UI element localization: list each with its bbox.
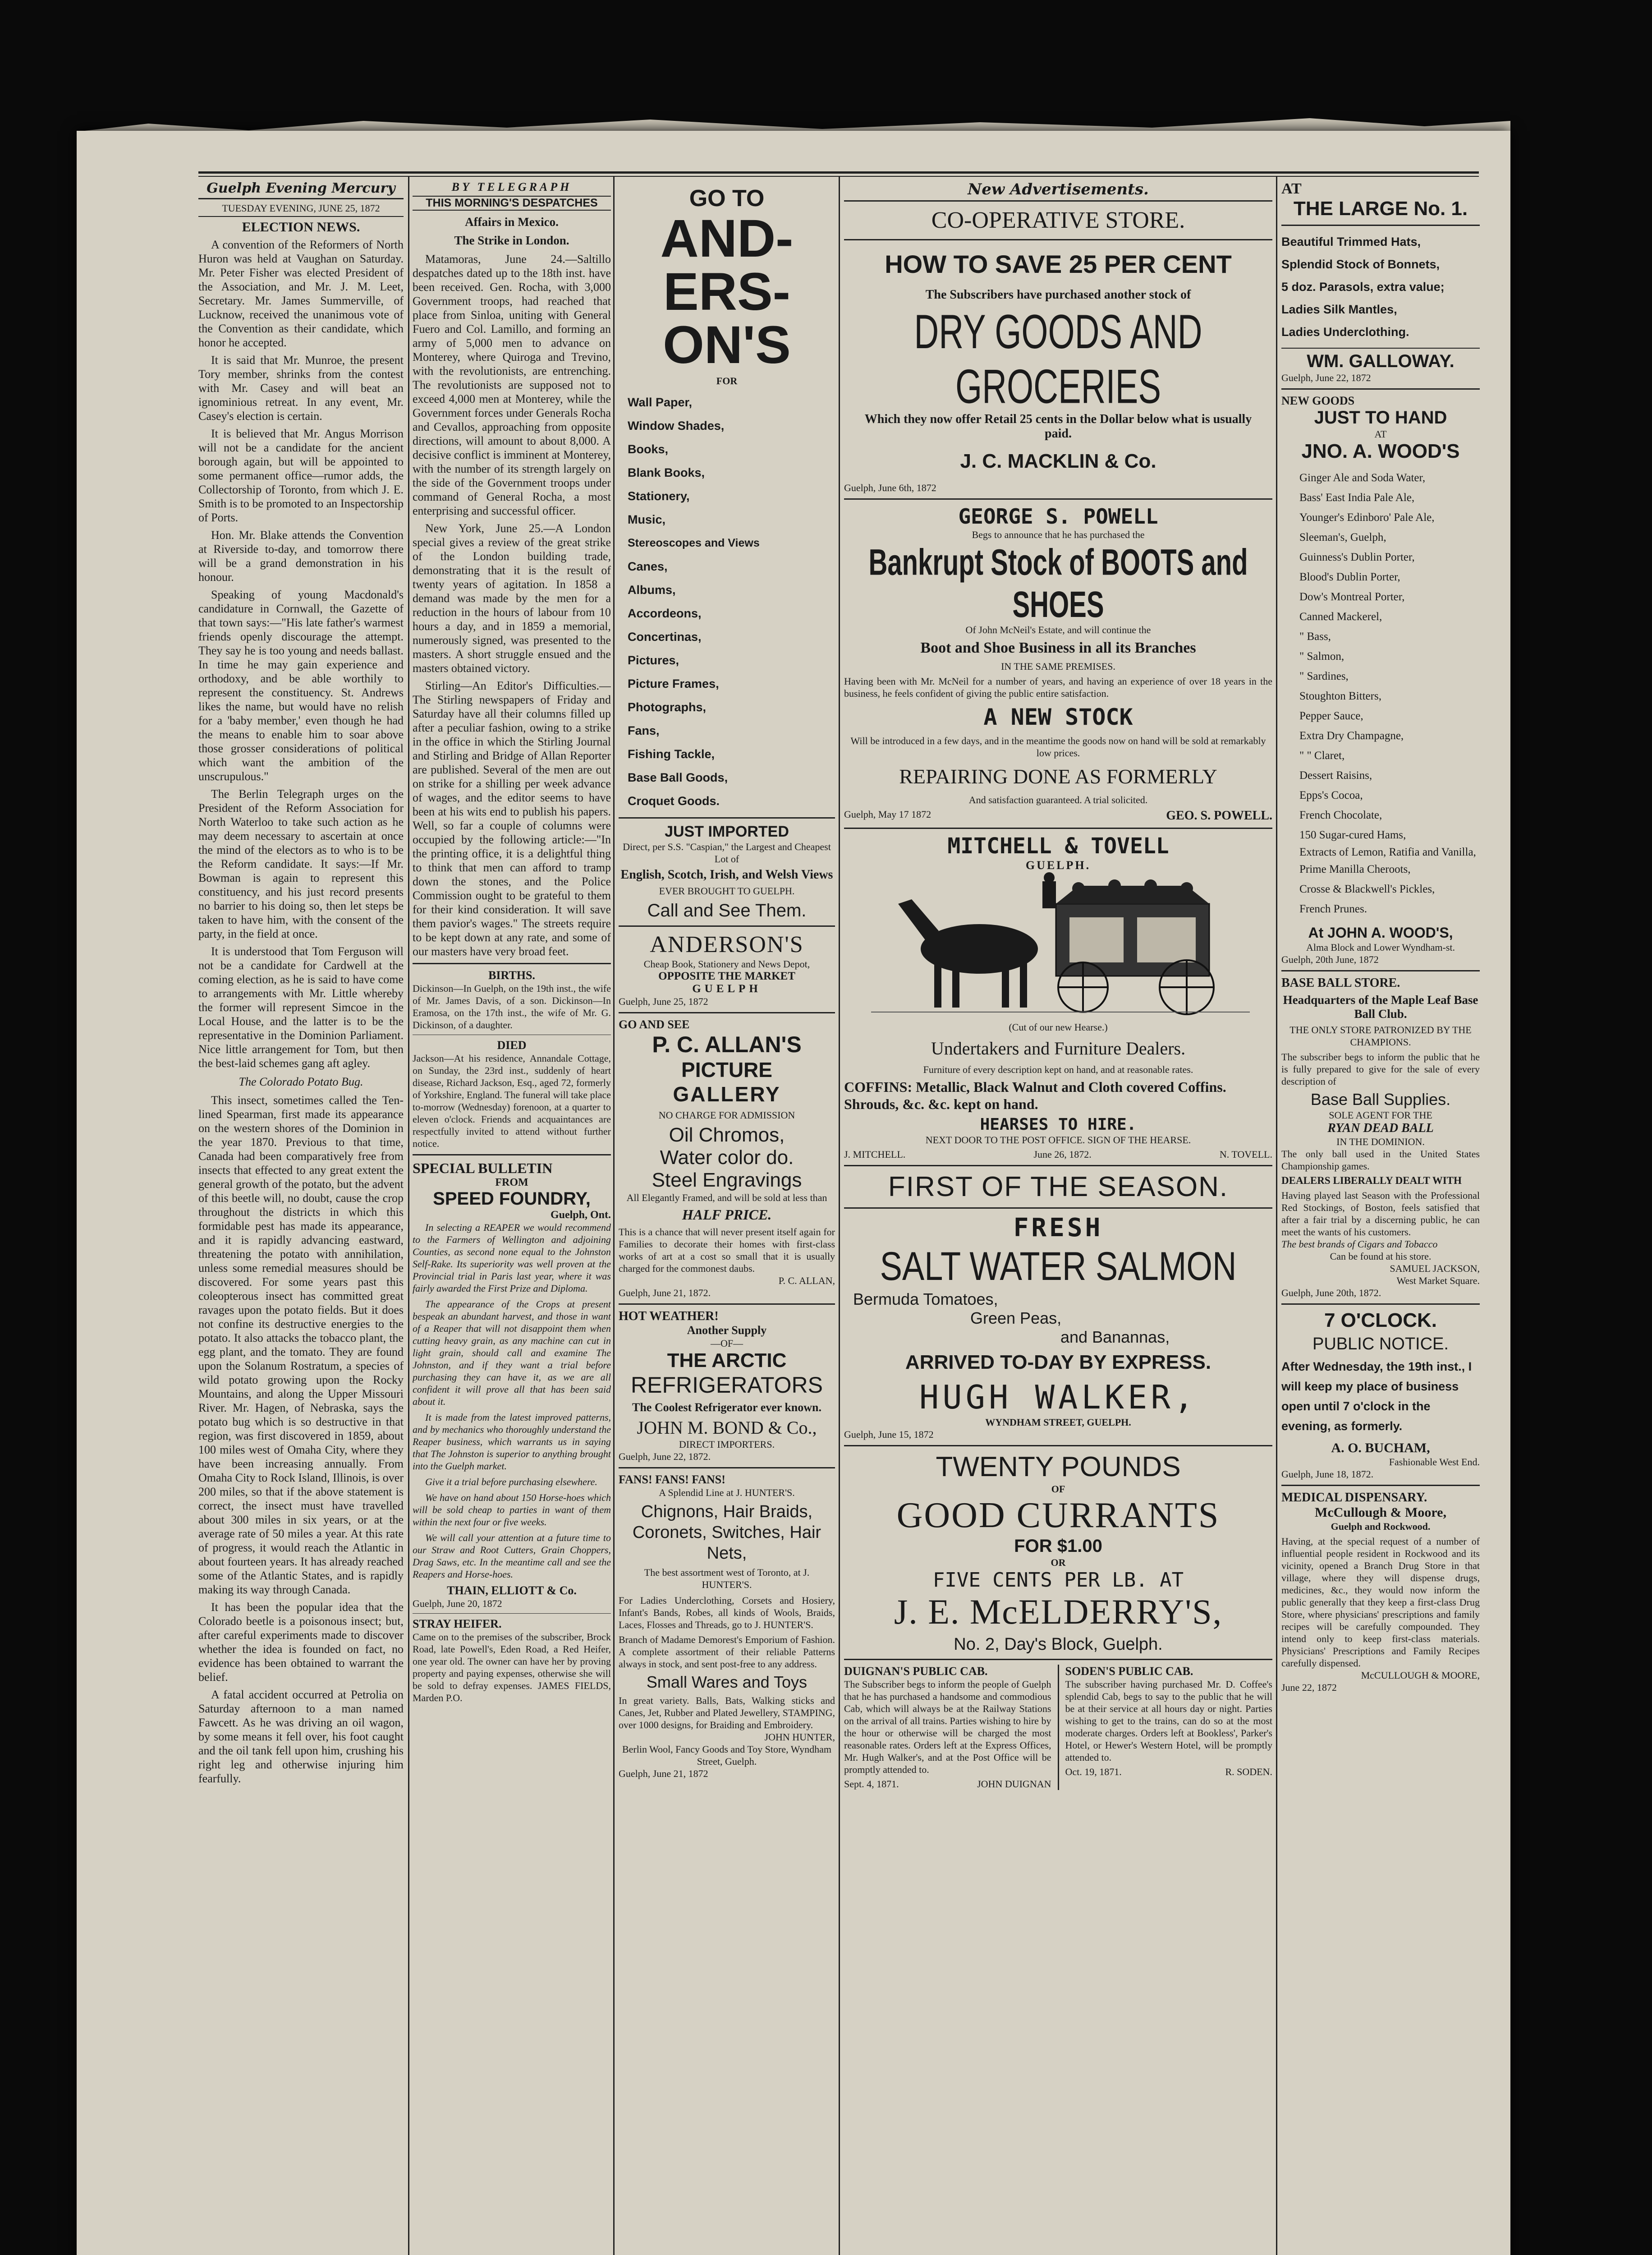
- headline: The Strike in London.: [454, 234, 569, 247]
- hearse-driver: [1042, 872, 1056, 908]
- soden-ad: [1065, 1665, 1273, 1790]
- goods-item: Ginger Ale and Soda Water,: [1299, 472, 1426, 484]
- column-anderson: [619, 180, 835, 2255]
- notice-text: After Wednesday, the 19th inst., I will keep my place of business open until 7 o'clock in the evening, as formerly.: [1281, 1360, 1472, 1433]
- base-ball-supplies: Base Ball Supplies.: [1310, 1090, 1451, 1109]
- medical-dispensary: MEDICAL DISPENSARY.: [1281, 1491, 1427, 1505]
- goods-item: Epps's Cocoa,: [1299, 789, 1363, 801]
- goods-item: French Chocolate,: [1299, 809, 1382, 821]
- direct-importers: DIRECT IMPORTERS.: [679, 1439, 775, 1450]
- paragraph: Matamoras, June 24.—Saltillo despatches dated up to the 18th inst. have been received. Gen. Rocha, with 3,000 Government troops, had reached that place from Sinloa, uniting with General Fuero and Col. Lamillo, and forming an army of 5,000 men to advance on Monterey, where Quiroga and Trevino, with the revolutionists, are entrenching. The revolutionists are supposed not to exceed 4,000 men at Monterey, while the Government forces under Generals Rocha and Cevallos, approaching from opposite directions, will amount to about 8,000. A decisive conflict is imminent at Monterey, with the number of its strength largely on the side of the Government troops under command of General Rocha, a most enterprising and successful officer.: [413, 253, 611, 517]
- top-rule: [198, 171, 1479, 174]
- hunter-date: Guelph, June 21, 1872: [619, 1768, 708, 1779]
- only-ball: The only ball used in the United States Championship games.: [1281, 1148, 1480, 1172]
- macklin-date: Guelph, June 6th, 1872: [844, 482, 936, 493]
- powell-signature: GEO. S. POWELL.: [1166, 809, 1272, 823]
- column-divider: [839, 176, 840, 2255]
- paragraph: It has been the popular idea that the Colorado beetle is a poisonous insect; but, after careful experiments made to discover whether the idea is founded on fact, no evidence has been obtained to warrant the belief.: [198, 1601, 404, 1684]
- goods-item: " " Claret,: [1299, 750, 1345, 762]
- at-label-2: AT: [1374, 428, 1387, 440]
- firm-name: THAIN, ELLIOTT & Co.: [447, 1584, 577, 1597]
- births-text: Dickinson—In Guelph, on the 19th inst., the wife of Mr. James Davis, of a son. Dickinson—In Eramosa, on the 17th inst., the wife of Mr. G. Dickinson, of a daughter.: [413, 983, 611, 1031]
- ladies-text: For Ladies Underclothing, Corsets and Hosiery, Infant's Bands, Robes, all kinds of Wools, Braids, Laces, Flosses and Threads, go to J. HUNTER'S.: [619, 1595, 835, 1630]
- subheading: The Colorado Potato Bug.: [239, 1075, 363, 1088]
- andersons-name: ANDERSON'S: [650, 932, 804, 957]
- powell-name: GEORGE S. POWELL: [958, 504, 1158, 529]
- chignons-text: Chignons, Hair Braids, Coronets, Switches, Hair Nets,: [632, 1502, 821, 1563]
- wood-goods-list: [1281, 468, 1480, 919]
- list-item: Accordeons,: [628, 607, 702, 620]
- hat-item: Ladies Underclothing.: [1281, 325, 1409, 339]
- duignan-date: Sept. 4, 1871.: [844, 1778, 899, 1790]
- satisfaction-text: And satisfaction guaranteed. A trial solicited.: [968, 794, 1148, 805]
- goods-item: Prime Manilla Cheroots,: [1299, 863, 1411, 875]
- walker-name: HUGH WALKER,: [919, 1378, 1198, 1416]
- opposite-market: OPPOSITE THE MARKET: [658, 970, 795, 982]
- arctic-label: THE ARCTIC: [667, 1349, 787, 1371]
- fans-text: A Splendid Line at J. HUNTER'S.: [659, 1487, 795, 1498]
- allans-name: P. C. ALLAN'S: [652, 1032, 802, 1057]
- died-text: Jackson—At his residence, Annandale Cottage, on Sunday, the 23rd inst., suddenly of heart disease, Richard Jackson, Esq., aged 72, formerly of Yorkshire, England. The funeral will take place to-morrow (Wednesday) forenoon, at a quarter to eleven o'clock. Friends and acquaintances are respectfully invited to attend without further notice.: [413, 1053, 611, 1149]
- macklin-name: J. C. MACKLIN & Co.: [960, 450, 1156, 472]
- goods-item: Bass' East India Pale Ale,: [1299, 492, 1415, 504]
- sole-agent: SOLE AGENT FOR THE: [1329, 1109, 1432, 1121]
- bond-date: Guelph, June 22, 1872.: [619, 1451, 711, 1462]
- stray-heading: STRAY HEIFER.: [413, 1617, 502, 1630]
- anderson-line: ON'S: [663, 315, 791, 375]
- howto-heading: HOW TO SAVE 25 PER CENT: [885, 250, 1232, 278]
- column-ads: [844, 180, 1272, 2255]
- article-body: [198, 238, 404, 1786]
- days-block: No. 2, Day's Block, Guelph.: [954, 1635, 1163, 1654]
- picture-label: PICTURE: [681, 1058, 772, 1081]
- column-right-ads: [1281, 180, 1480, 2255]
- cab-ads: [844, 1665, 1272, 1790]
- duignan-ad: [844, 1665, 1051, 1790]
- subscribers-text: The Subscribers have purchased another stock of: [925, 288, 1191, 302]
- anderson-line: ERS-: [663, 262, 790, 322]
- branch-text: Branch of Madame Demorest's Emporium of Fashion. A complete assortment of their reliable Patterns always in stock, and sent post-free to any address.: [619, 1634, 835, 1670]
- soden-text: The subscriber having purchased Mr. D. Coffee's splendid Cab, begs to say to the public that he will be at their service at all hours day or night. Parties wishing to get to the trains, can do so at the most moderate charges. Orders left at Bookless', Parker's Hotel, or Hewer's Western Hotel, will be promptly attended to.: [1065, 1679, 1272, 1763]
- just-to-hand: JUST TO HAND: [1314, 408, 1447, 428]
- powell-text: Begs to announce that he has purchased the: [972, 529, 1145, 540]
- arrived: ARRIVED TO-DAY BY EXPRESS.: [905, 1351, 1211, 1373]
- goods-item: Guinness's Dublin Porter,: [1299, 551, 1415, 563]
- births-heading: BIRTHS.: [488, 969, 535, 982]
- hat-item: 5 doz. Parasols, extra value;: [1281, 280, 1445, 294]
- list-item: Music,: [628, 513, 666, 526]
- goods-item: Extra Dry Champagne,: [1299, 730, 1404, 742]
- column-divider: [408, 176, 409, 2255]
- jackson-date: Guelph, June 20th, 1872.: [1281, 1287, 1381, 1298]
- duignan-signature-row: [844, 1778, 1051, 1790]
- paragraph: Speaking of young Macdonald's candidature in Cornwall, the Gazette of that town says:—"His late father's warmest friends openly discourage the attempt. They say he is too young and needs ballast. In time he may gain experience and orthodoxy, and be able worthily to represent the constituency. St. Andrews likes the name, but would have no relish for a 'baby member,' even though he had the means to enable him to soar above those grosser considerations of political which want the ambition of the unscrupulous.": [198, 588, 404, 783]
- prepared-text: The subscriber begs to inform the public that he is fully prepared to give for the sale of every description of: [1281, 1051, 1480, 1087]
- depot-text: Cheap Book, Stationery and News Depot,: [643, 958, 810, 970]
- mccullough-signature: McCULLOUGH & MOORE,: [1361, 1670, 1480, 1681]
- bond-name: JOHN M. BOND & Co.,: [637, 1417, 817, 1438]
- for-price: FOR $1.00: [1014, 1536, 1102, 1556]
- for-label: FOR: [716, 375, 738, 387]
- small-wares: Small Wares and Toys: [646, 1673, 808, 1691]
- hat-item: Beautiful Trimmed Hats,: [1281, 235, 1421, 249]
- headquarters: Headquarters of the Maple Leaf Base Ball Club.: [1283, 993, 1478, 1021]
- list-item: Blank Books,: [628, 466, 705, 479]
- list-item: Fishing Tackle,: [628, 747, 715, 761]
- paragraph: We have on hand about 150 Horse-hoes which will be sold cheap to parties in want of them within the next four or five weeks.: [413, 1492, 611, 1528]
- list-item: Croquet Goods.: [628, 794, 720, 808]
- column-divider: [613, 176, 615, 2255]
- having-played: Having played last Season with the Professional Red Stockings, of Boston, feels satisfied that after a fair trial by a discerning public, he can meet the wants of his customers.: [1281, 1190, 1480, 1238]
- soden-signature: R. SODEN.: [1225, 1766, 1272, 1777]
- undertakers: Undertakers and Furniture Dealers.: [931, 1038, 1186, 1058]
- duignan-signature: JOHN DUIGNAN: [977, 1778, 1051, 1790]
- bucham-date: Guelph, June 18, 1872.: [1281, 1468, 1374, 1480]
- fashionable: Fashionable West End.: [1389, 1456, 1480, 1468]
- water-color: Water color do.: [660, 1146, 794, 1169]
- died-heading: DIED: [497, 1039, 527, 1052]
- goto-label: GO TO: [689, 185, 765, 212]
- goods-item: Blood's Dublin Porter,: [1299, 571, 1400, 583]
- goods-item: Stoughton Bitters,: [1299, 690, 1381, 702]
- masthead-title: Guelph Evening Mercury: [198, 180, 404, 199]
- allan-signature: P. C. ALLAN,: [778, 1275, 835, 1286]
- tovell-signature: N. TOVELL.: [1219, 1149, 1272, 1160]
- list-item: Canes,: [628, 560, 668, 573]
- paragraph: It is said that Mr. Munroe, the present Tory member, shrinks from the contest with Mr. Casey and will beat an ignominious retreat. In any event, Mr. Casey's election is certain.: [198, 354, 404, 423]
- paragraph: New York, June 25.—A London special gives a review of the great strike of the London building trade, demonstrating that it is the result of twenty years of agitation. In 1858 a demand was made by the men for a reduction in the hours of labour from 10 hours a day, and in 1859 a memorial, numerously signed, was presented to the masters. A short struggle ensued and the masters obtained victory.: [413, 522, 611, 675]
- salt-water-salmon: SALT WATER SALMON: [880, 1243, 1237, 1289]
- bermuda: Bermuda Tomatoes,: [853, 1290, 998, 1308]
- just-imported: JUST IMPORTED: [665, 823, 789, 840]
- paragraph: Hon. Mr. Blake attends the Convention at Riverside to-day, and tomorrow there will be a grand demonstration in his honour.: [198, 529, 404, 584]
- twenty-pounds: TWENTY POUNDS: [936, 1451, 1181, 1482]
- soden-heading: SODEN'S PUBLIC CAB.: [1065, 1665, 1193, 1678]
- half-price: HALF PRICE.: [682, 1206, 772, 1223]
- seven-oclock: 7 O'CLOCK.: [1324, 1309, 1437, 1331]
- green-peas: Green Peas,: [970, 1309, 1062, 1327]
- wood-name: JNO. A. WOOD'S: [1301, 440, 1460, 462]
- fans-heading: FANS! FANS! FANS!: [619, 1473, 725, 1486]
- hunter-signature: JOHN HUNTER,: [764, 1731, 835, 1743]
- mitchell-signature: J. MITCHELL.: [844, 1149, 906, 1160]
- article-body: [413, 252, 611, 958]
- bucham-name: A. O. BUCHAM,: [1331, 1440, 1430, 1455]
- dry-goods: DRY GOODS AND GROCERIES: [914, 305, 1202, 414]
- hat-item: Ladies Silk Mantles,: [1281, 303, 1397, 316]
- small-wares-text: In great variety. Balls, Bats, Walking sticks and Canes, Jet, Rubber and Plated Jewellery, STAMPING, over 1000 designs, for Braiding and Embroidery.: [619, 1695, 835, 1730]
- section-heading: ELECTION NEWS.: [242, 220, 360, 235]
- new-stock: A NEW STOCK: [983, 704, 1133, 730]
- which-text: Which they now offer Retail 25 cents in the Dollar below what is usually paid.: [864, 412, 1252, 441]
- go-see: GO AND SEE: [619, 1018, 690, 1031]
- wood-date: Guelph, 20th June, 1872: [1281, 954, 1379, 965]
- list-item: Picture Frames,: [628, 677, 719, 690]
- paragraph: It is believed that Mr. Angus Morrison will not be a candidate for the ancient borough again, but will be appointed to some permanent office—rumor adds, the Collectorship of Toronto, from which J. E. Smith is to be promoted to an Inspectorship of Ports.: [198, 427, 404, 524]
- berlin-text: Berlin Wool, Fancy Goods and Toy Store, Wyndham Street, Guelph.: [622, 1744, 832, 1767]
- goods-item: Canned Mackerel,: [1299, 611, 1382, 623]
- goods-item: Pepper Sauce,: [1299, 710, 1363, 722]
- speed-foundry: SPEED FOUNDRY,: [433, 1189, 591, 1209]
- item-list: [619, 391, 835, 813]
- goods-item: " Bass,: [1299, 630, 1331, 643]
- chance-text: This is a chance that will never present itself again for Families to decorate their homes with first-class works of art at a cost so small that it is usually charged for the commonest daubs.: [619, 1226, 835, 1274]
- anderson-line: AND-: [660, 209, 794, 268]
- list-item: Books,: [628, 442, 669, 456]
- despatches-heading: THIS MORNING'S DESPATCHES: [413, 196, 611, 211]
- coolest-text: The Coolest Refrigerator ever known.: [632, 1401, 821, 1414]
- steel-engravings: Steel Engravings: [652, 1169, 802, 1191]
- by-telegraph: BY TELEGRAPH: [451, 180, 572, 193]
- hearse-illustration: [844, 872, 1272, 1021]
- list-item: Wall Paper,: [628, 396, 693, 409]
- dealers: DEALERS LIBERALLY DEALT WITH: [1281, 1175, 1462, 1186]
- list-item: Albums,: [628, 583, 676, 597]
- hat-item: Splendid Stock of Bonnets,: [1281, 258, 1440, 271]
- another-supply: Another Supply: [687, 1324, 767, 1337]
- hearses-to-hire: HEARSES TO HIRE.: [980, 1115, 1137, 1134]
- bankrupt-stock: Bankrupt Stock of BOOTS and SHOES: [868, 542, 1248, 626]
- cigars-2: Can be found at his store.: [1330, 1251, 1432, 1262]
- of-label: OF: [1051, 1483, 1065, 1495]
- guelph-label: GUELPH: [692, 983, 762, 995]
- refrigerators-label: REFRIGERATORS: [631, 1372, 823, 1398]
- duignan-text: The Subscriber begs to inform the people of Guelph that he has purchased a handsome and commodious Cab, which will always be at the Railway Stations on the arrival of all trains. Parties wishing to hire by the hour or otherwise will be charged the most reasonable rates. Orders left at the Express Offices, Mr. Hugh Walker's, and at the Post Office will be promptly attended to.: [844, 1679, 1051, 1775]
- oil-chromos: Oil Chromos,: [669, 1124, 785, 1146]
- or-label: OR: [1051, 1557, 1066, 1568]
- coffins-text: COFFINS: Metallic, Black Walnut and Cloth covered Coffins. Shrouds, &c. &c. kept on hand.: [844, 1079, 1226, 1112]
- mccullough-date: June 22, 1872: [1281, 1682, 1337, 1693]
- foundry-body: [413, 1221, 611, 1580]
- call-see: Call and See Them.: [647, 901, 807, 920]
- goods-item: French Prunes.: [1299, 903, 1367, 915]
- next-door: NEXT DOOR TO THE POST OFFICE. SIGN OF THE HEARSE.: [925, 1134, 1191, 1146]
- no-charge: NO CHARGE FOR ADMISSION: [658, 1109, 795, 1121]
- goods-item: Crosse & Blackwell's Pickles,: [1299, 883, 1435, 895]
- mitchell-city: GUELPH.: [1025, 859, 1091, 872]
- hearse-caption: (Cut of our new Hearse.): [1009, 1022, 1108, 1033]
- paragraph: A fatal accident occurred at Petrolia on Saturday afternoon to a man named Fawcett. As he was driving an oil wagon, by some means it fell over, his foot caught and the oil tank fell upon him, crushing his right leg and otherwise injuring him fearfully.: [198, 1688, 404, 1785]
- mcelderry-name: J. E. McELDERRY'S,: [894, 1592, 1223, 1631]
- boot-shoe: Boot and Shoe Business in all its Branches: [920, 640, 1196, 656]
- jackson-address: West Market Square.: [1396, 1275, 1480, 1286]
- imported-text: Direct, per S.S. "Caspian," the Largest and Cheapest Lot of: [623, 841, 831, 865]
- medical-text: Having, at the special request of a number of influential people resident in Rockwood and its vicinity, opened a Branch Drug Store in that village, where they will dispense drugs, medicines, &c., they would now inform the public generally that they keep a first-class Drug Store, where physicians' prescriptions and family recipes will be carefully compounded. They intend only to keep first-class materials. Physicians' Prescriptions and Family Recipes carefully dispensed.: [1281, 1536, 1480, 1669]
- special-bulletin: SPECIAL BULLETIN: [413, 1160, 553, 1176]
- good-currants: GOOD CURRANTS: [896, 1496, 1220, 1535]
- list-item: Pictures,: [628, 653, 679, 667]
- at-label: AT: [1281, 180, 1302, 197]
- imported-goods: English, Scotch, Irish, and Welsh Views: [620, 868, 833, 882]
- galloway-name: WM. GALLOWAY.: [1281, 348, 1480, 372]
- framed-text: All Elegantly Framed, and will be sold at less than: [626, 1192, 827, 1203]
- goods-item: Dessert Raisins,: [1299, 769, 1372, 782]
- bananas: and Banannas,: [1060, 1328, 1170, 1346]
- stray-text: Came on to the premises of the subscriber, Brock Road, late Powell's, Eden Road, a Red Heifer, one year old. The owner can have her by proving property and paying expenses, otherwise she will be sold to defray expenses. JAMES FIELDS, Marden P.O.: [413, 1631, 611, 1703]
- hearse-horse: [898, 899, 1038, 1008]
- mitchell-date: June 26, 1872.: [1033, 1149, 1092, 1160]
- new-advertisements: New Advertisements.: [844, 180, 1272, 202]
- fresh-label: FRESH: [1013, 1213, 1103, 1243]
- goods-item: Dow's Montreal Porter,: [1299, 591, 1405, 603]
- list-item: Base Ball Goods,: [628, 771, 728, 784]
- goods-item: Extracts of Lemon, Ratifia and Vanilla,: [1299, 846, 1476, 858]
- cigars: The best brands of Cigars and Tobacco: [1281, 1238, 1438, 1250]
- large-no1: THE LARGE No. 1.: [1293, 198, 1468, 220]
- column-divider: [1276, 176, 1277, 2255]
- goods-item: " Salmon,: [1299, 650, 1345, 663]
- list-item: Stereoscopes and Views: [628, 537, 760, 549]
- mitchell-name: MITCHELL & TOVELL: [947, 833, 1169, 859]
- list-item: Concertinas,: [628, 630, 702, 644]
- list-item: Window Shades,: [628, 419, 725, 433]
- mcneil-text: Of John McNeil's Estate, and will continue the: [965, 624, 1151, 635]
- mccullough-name: McCullough & Moore,: [1315, 1505, 1446, 1520]
- of-label: —OF—: [710, 1338, 743, 1349]
- at-wood: At JOHN A. WOOD'S,: [1308, 925, 1453, 941]
- soden-signature-row: [1065, 1766, 1273, 1778]
- galloway-date: Guelph, June 22, 1872: [1281, 372, 1371, 383]
- masthead-date: TUESDAY EVENING, JUNE 25, 1872: [198, 202, 404, 217]
- column-news: [198, 180, 404, 2255]
- list-item: Fans,: [628, 724, 660, 737]
- new-goods: NEW GOODS: [1281, 394, 1355, 407]
- paragraph: A convention of the Reformers of North Huron was held at Vaughan on Saturday. Mr. Peter Fisher was elected President of the Association, and Mr. J. M. Leet, Secretary. Mr. James Summerville, of Lucknow, received the unanimous vote of the Convention as their candidate, which honor he accepted.: [198, 238, 404, 349]
- soden-date: Oct. 19, 1871.: [1065, 1766, 1122, 1777]
- same-premises: IN THE SAME PREMISES.: [1001, 661, 1115, 672]
- gallery-label: GALLERY: [673, 1082, 781, 1106]
- paragraph: This insect, sometimes called the Ten-lined Spearman, first made its appearance on the western shores of the Dominion in the year 1870. Previous to that time, Canada had been comparatively free from insects that effected to any great extent the general growth of the potato, but the advent of this beetle will, no doubt, cause the crop throughout the districts in which this formidable pest has made its appearance, and it is rapidly advancing eastward, threatening the potato with annihilation, unless some remedial measures should be discovered. For some years past this coleopterous insect has committed great ravages upon the potato fields. But it does not confine its destructive energies to the potato. It also attacks the tobacco plant, the egg plant, and the tomato. They are found upon the Solanum Rostratum, a species of wild potato growing upon the Rocky Mountains, and along the Upper Missouri River. Mr. Hagen, of Nebraska, says the potato bug which is so destructive in that region, was first discovered in 1859, about 100 miles west of Omaha City, where they have been increasing annually. From Omaha City to Rock Island, Illinois, is over 200 miles, so that if the above statement is correct, the insect must have travelled about 300 miles in six years, or at the average rate of 50 miles a year. At this rate of progress, it would reach the Atlantic in about fourteen years. It has already reached some of the Atlantic States, and is rapidly making its way through Canada.: [198, 1094, 404, 1596]
- public-notice: PUBLIC NOTICE.: [1312, 1335, 1449, 1353]
- duignan-heading: DUIGNAN'S PUBLIC CAB.: [844, 1665, 988, 1678]
- paragraph: The appearance of the Crops at present bespeak an abundant harvest, and those in want of a Reaper that will not disappoint them when cutting heavy grain, as any machine can cut in light grain, should call and examine The Johnston, and if they want a trial before purchasing they can have it, as we are all confident it will prove all that has been said about it.: [413, 1298, 611, 1407]
- powell-signature-row: [844, 809, 1272, 823]
- list-item: Photographs,: [628, 700, 706, 714]
- goods-item: 150 Sugar-cured Hams,: [1299, 829, 1406, 841]
- furniture-text: Furniture of every description kept on hand, and at reasonable rates.: [923, 1064, 1193, 1075]
- foundry-city: Guelph, Ont.: [550, 1209, 611, 1221]
- list-item: Stationery,: [628, 489, 690, 503]
- only-store: THE ONLY STORE PATRONIZED BY THE CHAMPIONS.: [1289, 1024, 1472, 1048]
- paragraph: The Berlin Telegraph urges on the President of the Reform Association for North Waterloo to take such action as he may deem necessary to ascertain at once the mind of the electors as to who is to be the Reform candidate. It says:—If Mr. Bowman is again to represent this constituency, and his just record presents no barrier to his doing so, then let steps be taken to have him, with the consent of the party, in the field at once.: [198, 787, 404, 940]
- base-ball-store: BASE BALL STORE.: [1281, 976, 1400, 990]
- hot-weather: HOT WEATHER!: [619, 1309, 719, 1323]
- paragraph: It is made from the latest improved patterns, and by mechanics who thoroughly understand the Reaper business, which warrants us in saying that The Johnston is superior to anything brought into the Guelph market.: [413, 1412, 611, 1472]
- powell-date: Guelph, May 17 1872: [844, 809, 932, 820]
- jackson-name: SAMUEL JACKSON,: [1390, 1263, 1480, 1274]
- andersons-date: Guelph, June 25, 1872: [619, 996, 708, 1007]
- alma-block: Alma Block and Lower Wyndham-st.: [1306, 942, 1455, 953]
- coop-heading: CO-OPERATIVE STORE.: [931, 207, 1185, 233]
- wyndham-street: WYNDHAM STREET, GUELPH.: [985, 1417, 1131, 1428]
- in-dominion: IN THE DOMINION.: [1336, 1136, 1425, 1147]
- having-text: Having been with Mr. McNeil for a number of years, and having an experience of over 18 years in the business, he feels confident of giving the public entire satisfaction.: [844, 676, 1272, 699]
- walker-date: Guelph, June 15, 1872: [844, 1429, 934, 1440]
- ever-brought: EVER BROUGHT TO GUELPH.: [659, 885, 795, 897]
- allan-date: Guelph, June 21, 1872.: [619, 1287, 711, 1298]
- paragraph: We will call your attention at a future time to our Straw and Root Cutters, Grain Choppers, Drag Saws, etc. In the meantime call and see the Reapers and Horse-hoes.: [413, 1532, 611, 1580]
- goods-item: Sleeman's, Guelph,: [1299, 531, 1386, 543]
- from-label: FROM: [495, 1177, 528, 1188]
- paragraph: In selecting a REAPER we would recommend to the Farmers of Wellington and adjoining Counties, as second none equal to the Johnston Self-Rake. Its superiority was well proven at the Provincial trial in Paris last year, where it was fairly awarded the First Prize and Diploma.: [413, 1222, 611, 1294]
- paragraph: Give it a trial before purchasing elsewhere.: [425, 1476, 597, 1487]
- ryan-dead-ball: RYAN DEAD BALL: [1327, 1121, 1434, 1135]
- introduced-text: Will be introduced in a few days, and in the meantime the goods now on hand will be sold at remarkably low prices.: [850, 735, 1266, 759]
- goods-item: " Sardines,: [1299, 670, 1349, 682]
- guelph-rockwood: Guelph and Rockwood.: [1331, 1521, 1431, 1532]
- paragraph: It is understood that Tom Ferguson will not be a candidate for Cardwell at the coming election, as he is said to have come to arrangements with Mr. Little whereby the former will represent Simcoe in the Local House, and the latter is to be the representative in the Dominion Parliament. Nice little arrangement for Tom, but then the best-laid schemes gang aft agley.: [198, 945, 404, 1070]
- mitchell-signature-row: [844, 1149, 1272, 1160]
- headline: Affairs in Mexico.: [465, 215, 559, 229]
- paragraph: Stirling—An Editor's Difficulties.—The Stirling newspapers of Friday and Saturday have all their columns filled up after a peculiar fashion, owing to a strike in the office in which the Stirling Journal and Stirling and Bridge of Allan Reporter are published. Several of the men are out on strike for a shilling per week advance of wages, and the editor seems to have been at his wits end to publish his papers. Well, so far a couple of columns were occupied by the following article:—"In the printing office, it is a delightful thing to think that men can afford to tramp down the stones, and the Police Commission ought to be grateful to them for their kind consideration. It will save them pavior's wages." The streets require to be kept down at any rate, and some of our masters have very broad feet.: [413, 679, 611, 958]
- goods-item: Younger's Edinboro' Pale Ale,: [1299, 511, 1435, 524]
- repairing: REPAIRING DONE AS FORMERLY: [899, 765, 1217, 788]
- firm-date: Guelph, June 20, 1872: [413, 1598, 502, 1609]
- five-cents: FIVE CENTS PER LB. AT: [932, 1569, 1184, 1592]
- column-telegraph: [413, 180, 611, 2255]
- hunter-text: The best assortment west of Toronto, at J. HUNTER'S.: [644, 1567, 810, 1590]
- first-season: FIRST OF THE SEASON.: [888, 1171, 1229, 1202]
